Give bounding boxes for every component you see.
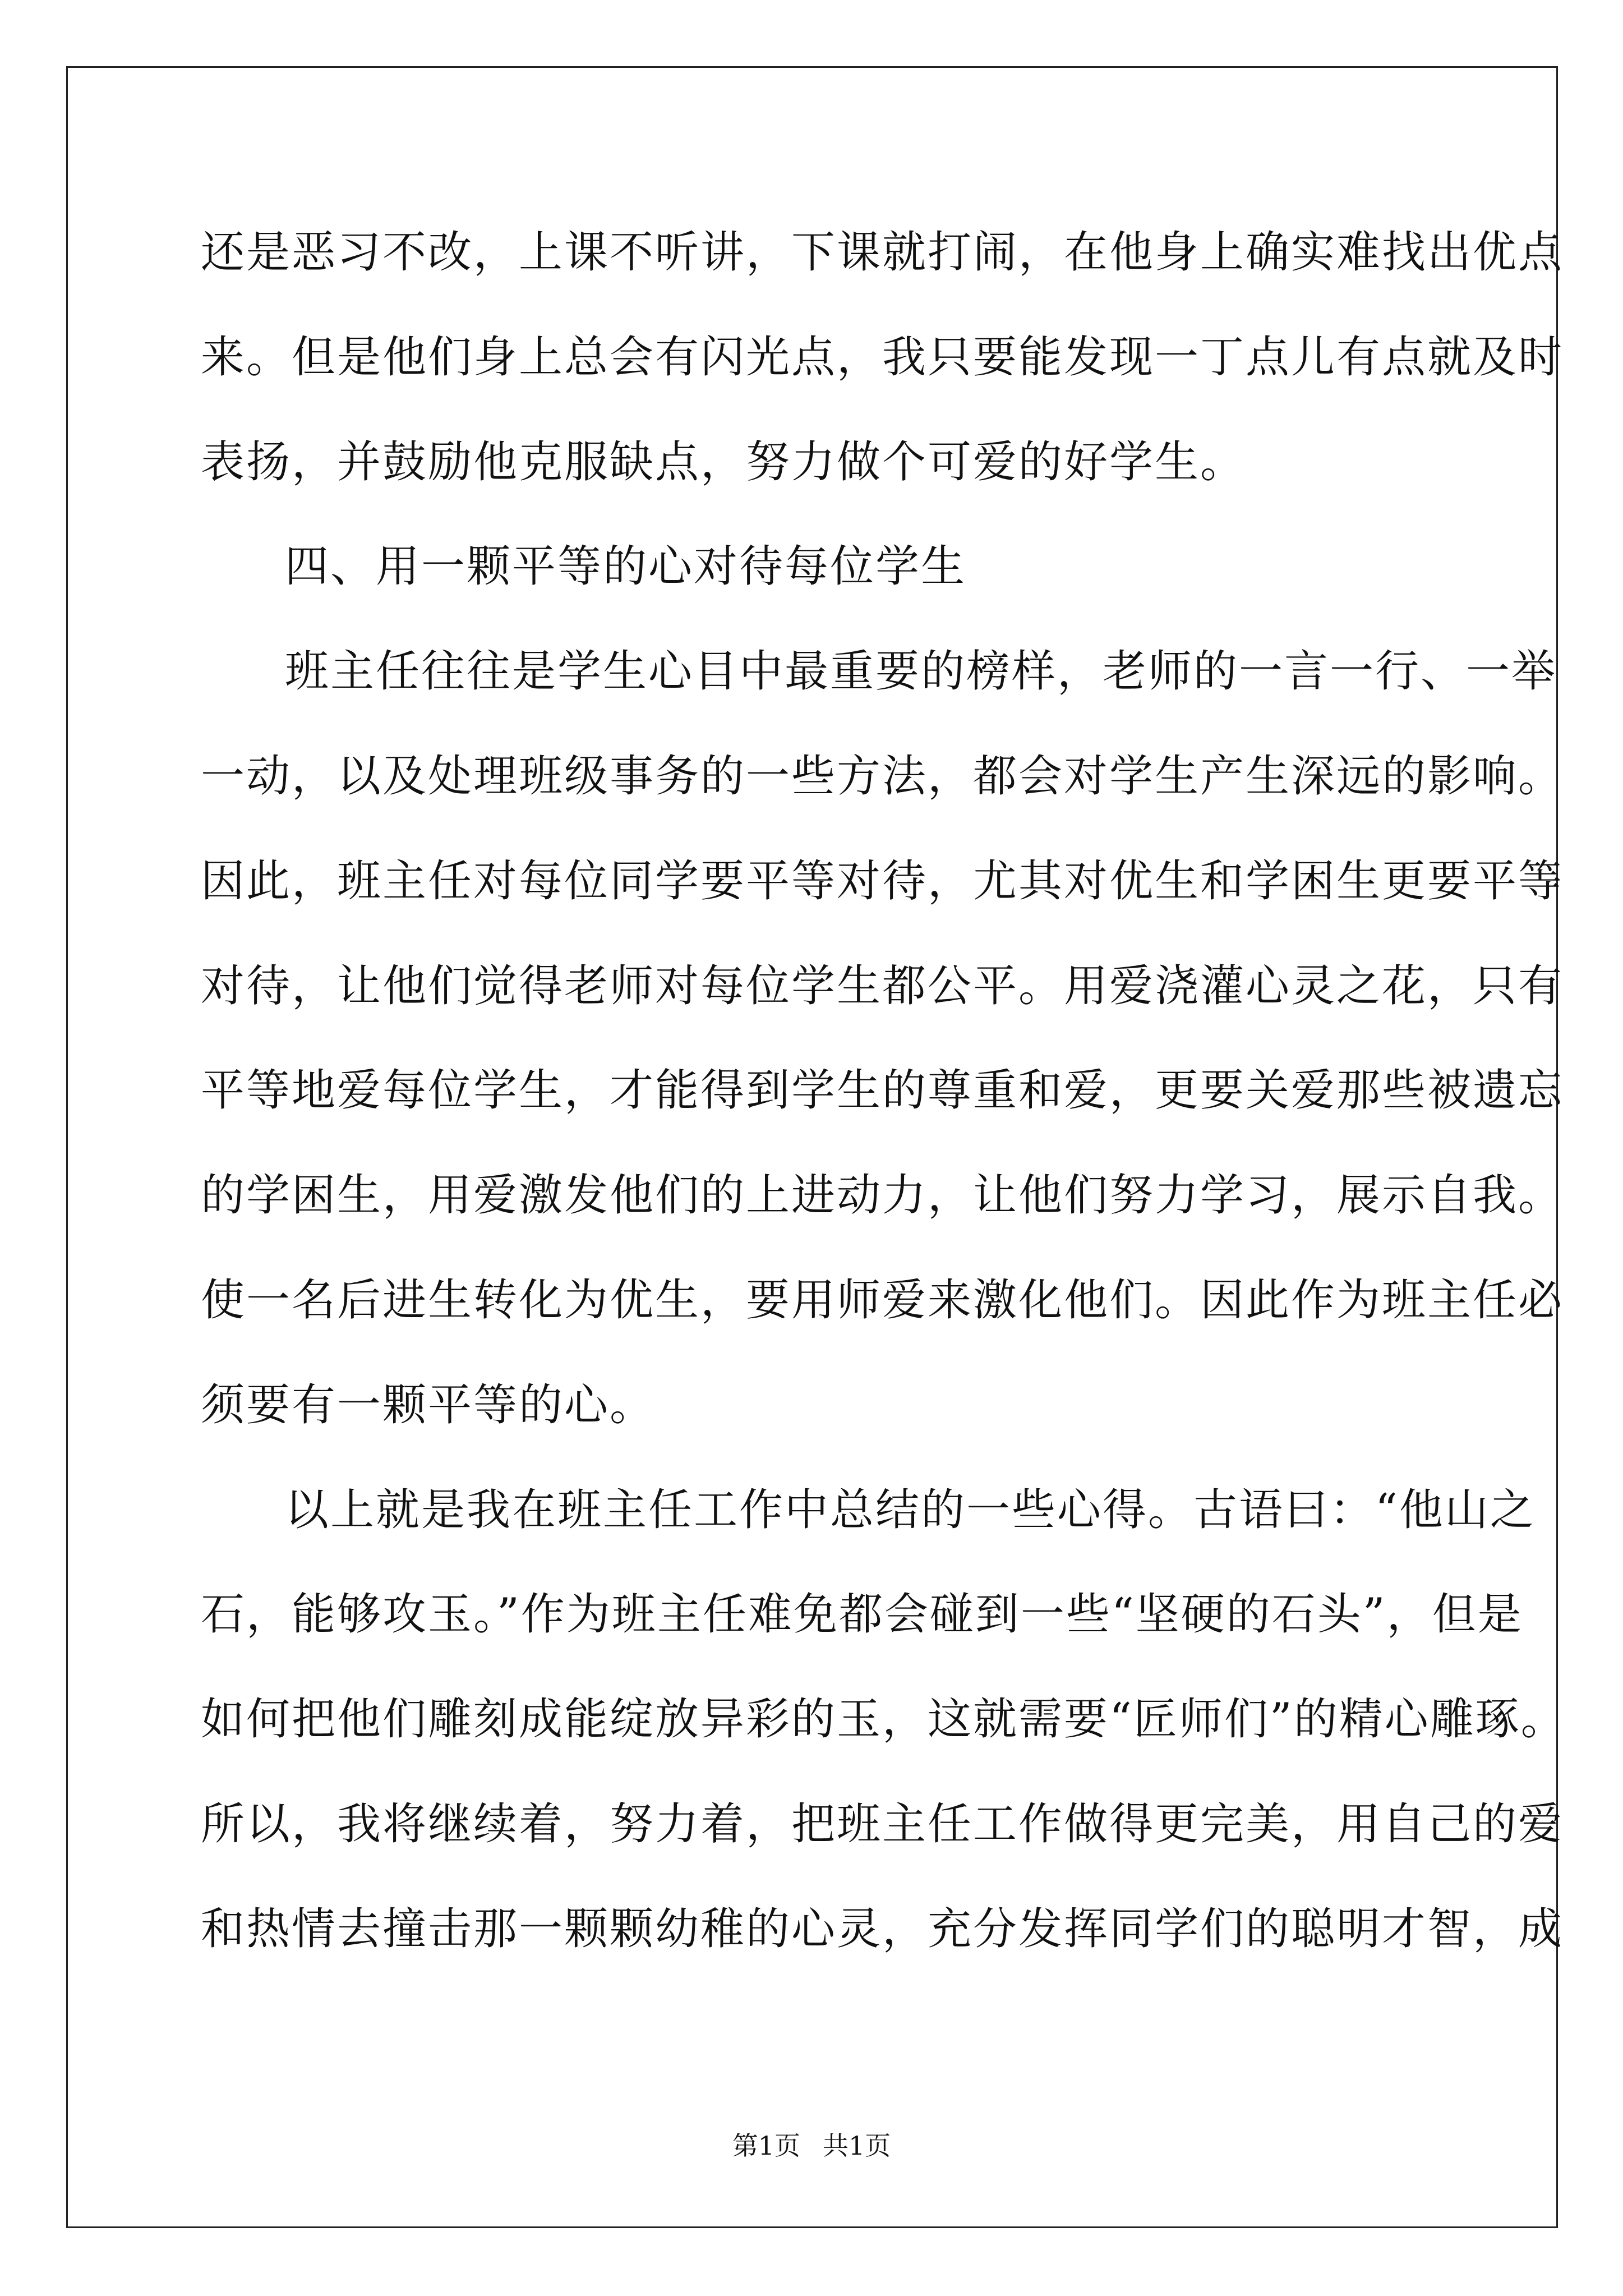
text-line: 平等地爱每位学生，才能得到学生的尊重和爱，更要关爱那些被遗忘 <box>201 1065 1564 1116</box>
text-line: 班主任往往是学生心目中最重要的榜样，老师的一言一行、一举 <box>285 646 1557 697</box>
text-line: 还是恶习不改，上课不听讲，下课就打闹，在他身上确实难找出优点 <box>201 227 1564 278</box>
text-line: 的学困生，用爱激发他们的上进动力，让他们努力学习，展示自我。 <box>201 1170 1564 1221</box>
text-line: 使一名后进生转化为优生，要用师爱来激化他们。因此作为班主任必 <box>201 1275 1564 1326</box>
page-total: 共1页 <box>823 2131 891 2161</box>
section-heading: 四、用一颗平等的心对待每位学生 <box>285 541 967 592</box>
text-line: 石，能够攻玉。”作为班主任难免都会碰到一些“坚硬的石头”，但是 <box>201 1589 1523 1640</box>
text-line: 一动，以及处理班级事务的一些方法，都会对学生产生深远的影响。 <box>201 751 1564 802</box>
page-number: 第1页 <box>732 2131 800 2161</box>
text-line: 因此，班主任对每位同学要平等对待，尤其对优生和学困生更要平等 <box>201 856 1564 907</box>
text-line: 对待，让他们觉得老师对每位学生都公平。用爱浇灌心灵之花，只有 <box>201 961 1564 1011</box>
text-line: 和热情去撞击那一颗颗幼稚的心灵，充分发挥同学们的聪明才智，成 <box>201 1904 1564 1954</box>
text-line: 以上就是我在班主任工作中总结的一些心得。古语曰：“他山之 <box>285 1485 1536 1535</box>
page-footer <box>0 2129 1623 2162</box>
text-line: 表扬，并鼓励他克服缺点，努力做个可爱的好学生。 <box>201 437 1246 487</box>
text-line: 如何把他们雕刻成能绽放异彩的玉，这就需要“匠师们”的精心雕琢。 <box>201 1694 1566 1745</box>
text-line: 来。但是他们身上总会有闪光点，我只要能发现一丁点儿有点就及时 <box>201 332 1564 383</box>
text-line: 所以，我将继续着，努力着，把班主任工作做得更完美，用自己的爱 <box>201 1799 1564 1849</box>
text-line: 须要有一颗平等的心。 <box>201 1380 656 1430</box>
